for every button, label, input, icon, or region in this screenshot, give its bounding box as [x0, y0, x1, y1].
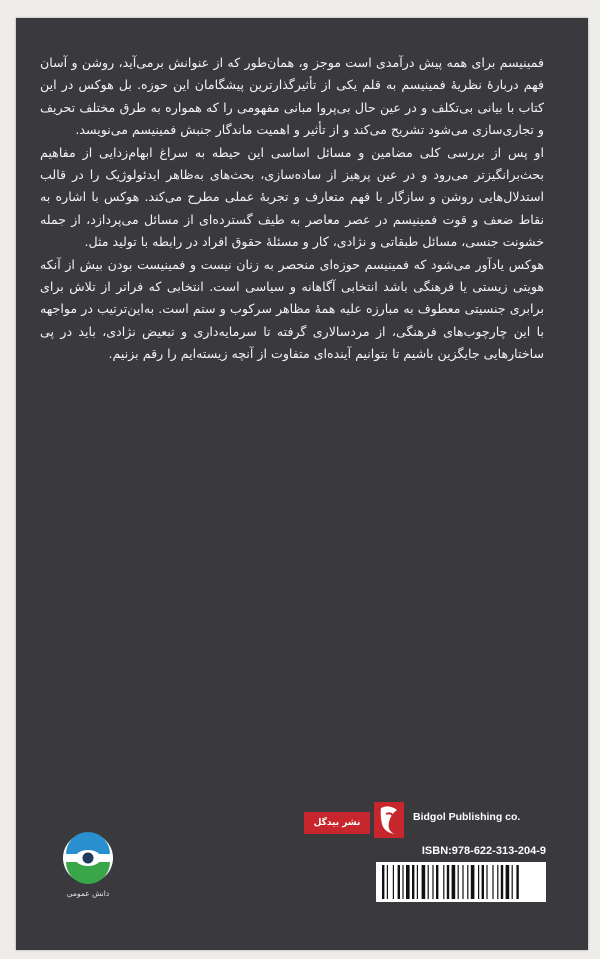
barcode-bar	[402, 865, 403, 899]
barcode-bar	[398, 865, 400, 899]
barcode-bar	[467, 865, 468, 899]
series-badge-label: دانش عمومی	[66, 889, 110, 898]
barcode-bar	[471, 865, 475, 899]
barcode-bar	[486, 865, 487, 899]
blurb-paragraph-3: هوکس یادآور می‌شود که فمینیسم حوزه‌ای منحصر به زنان نیست و فمینیست بودن بیش از آنکه هویتی زیستی یا فرهنگی باشد انتخابی آگاهانه و سیاسی است. انتخابی که فراتر از تلاش برای برابری جنسیتی معطوف به مبارزه علیه همهٔ مظاهر سرکوب و ستم است. به‌این‌ترتیب در مواجهه با این چارچوب‌های فرهنگی، از مردسالاری گرفته تا سرمایه‌داری و تبعیض نژادی، باید در پی ساختارهایی جایگزین باشیم تا بتوانیم آینده‌ای متفاوت از آنچه زیسته‌ایم را رقم بزنیم.	[40, 256, 544, 362]
series-badge-icon	[62, 832, 114, 884]
publisher-logo-icon	[372, 800, 406, 840]
barcode-bar	[501, 865, 503, 899]
barcode-bar	[436, 865, 438, 899]
barcode-bar	[406, 865, 410, 899]
barcode-bar	[452, 865, 456, 899]
back-cover-blurb	[40, 52, 544, 366]
barcode-bar	[447, 865, 449, 899]
barcode-bar	[458, 865, 459, 899]
barcode-bar	[506, 865, 510, 899]
barcode-bar	[482, 865, 484, 899]
barcode-bar	[512, 865, 513, 899]
barcode-bar	[443, 865, 444, 899]
barcode-bar	[382, 865, 384, 899]
barcode	[376, 862, 546, 902]
barcode-bar	[393, 865, 394, 899]
barcode-bar	[516, 865, 518, 899]
barcode-bar	[387, 865, 388, 899]
publisher-name-fa: نشر بیدگل	[304, 812, 370, 834]
blurb-paragraph-1: فمینیسم برای همه پیش درآمدی است موجز و، همان‌طور که از عنوانش برمی‌آید، روشن و آسان فهم دربارهٔ نظریهٔ فمینیسم به قلم یکی از تأثیرگذارترین پیشگامان این حوزه. بل هوکس در این کتاب با بیانی بی‌تکلف و در عین حال بی‌پروا مبانی مفهومی را که همواره به طرق مختلف تحریف و تجاری‌سازی می‌شود تشریح می‌کند و از تأثیر و اهمیت ماندگار جنبش فمینیسم می‌نویسد.	[40, 55, 544, 138]
publisher-name-en: Bidgol Publishing co.	[413, 811, 521, 823]
barcode-bar	[492, 865, 493, 899]
barcode-bar	[462, 865, 463, 899]
blurb-paragraph-2: او پس از بررسی کلی مضامین و مسائل اساسی این حیطه به سراغ ابهام‌زدایی از مفاهیم بحث‌برانگیزتر می‌رود و در عین پرهیز از ساده‌سازی، بحث‌های به‌ظاهر ایدئولوژیک را در قالب استدلال‌هایی روشن و سازگار با فهم متعارف و تجربهٔ عملی مطرح می‌کند. هوکس با اشاره به نقاط ضعف و قوت فمینیسم در عصر معاصر به طیف گسترده‌ای از مسائل می‌پردازد، از جمله خشونت جنسی، مسائل طبقاتی و نژادی، کار و مسئلهٔ حقوق افراد در رابطه با تولید مثل.	[40, 144, 544, 250]
barcode-bar	[497, 865, 498, 899]
barcode-bar	[412, 865, 414, 899]
barcode-bar	[428, 865, 429, 899]
barcode-bar	[478, 865, 479, 899]
barcode-bar	[422, 865, 426, 899]
barcode-bar	[432, 865, 433, 899]
barcode-bar	[417, 865, 418, 899]
isbn-label: ISBN:978-622-313-204-9	[421, 845, 546, 857]
